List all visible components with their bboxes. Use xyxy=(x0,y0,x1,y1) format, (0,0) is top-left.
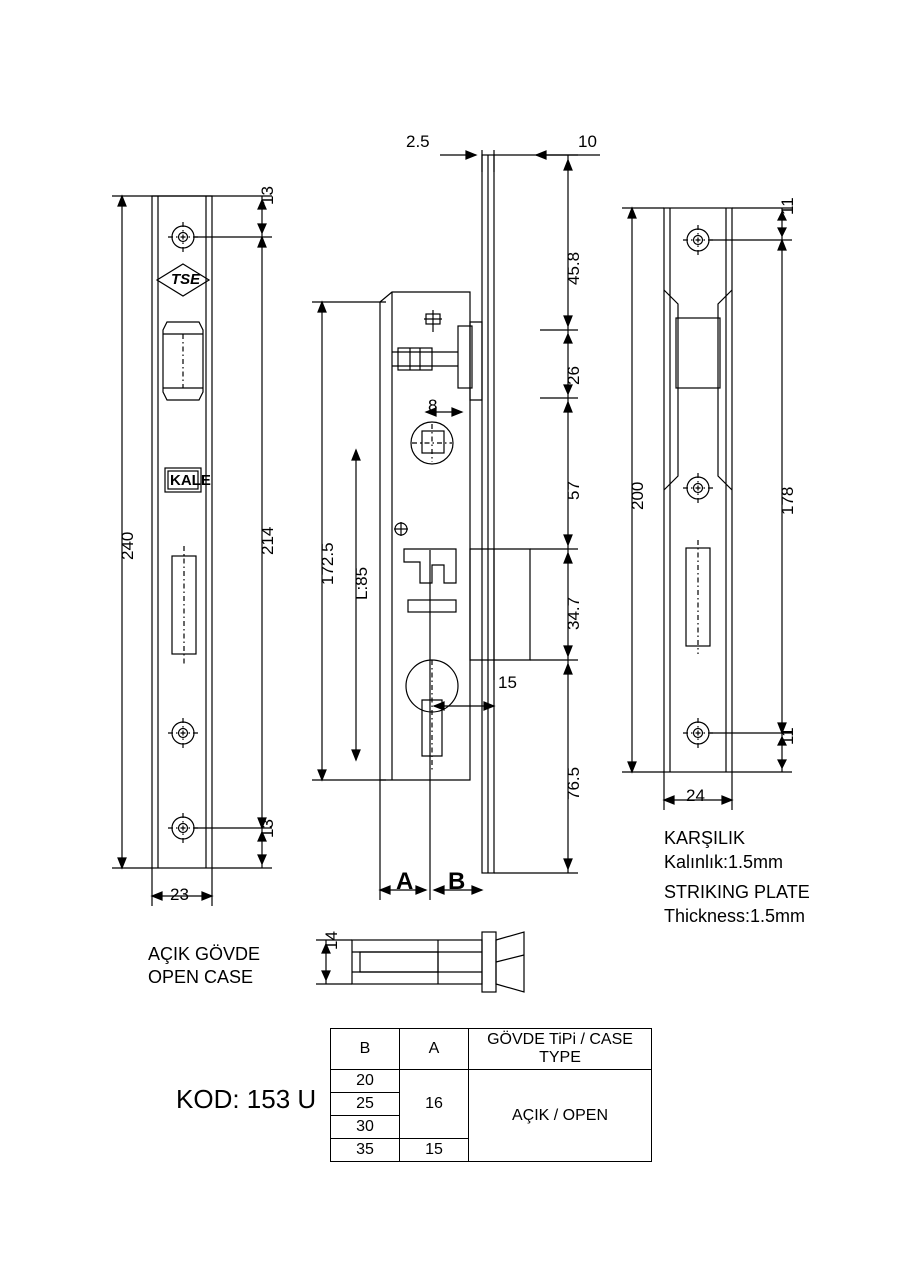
dim-26: 26 xyxy=(564,366,583,385)
table-row xyxy=(331,1070,652,1093)
dim-11-bottom: 11 xyxy=(778,727,797,745)
dim-200: 200 xyxy=(628,481,647,510)
dim-13-bottom: 13 xyxy=(258,819,277,838)
table-header-b: B xyxy=(331,1029,400,1070)
label-b: B xyxy=(448,868,466,895)
cell-b: 20 xyxy=(331,1070,400,1093)
dim-178: 178 xyxy=(778,486,797,515)
dim-10: 10 xyxy=(578,132,597,151)
dim-24: 24 xyxy=(686,786,705,805)
dim-8: 8 xyxy=(428,396,438,415)
cell-case-type: AÇIK / OPEN xyxy=(469,1070,652,1162)
dim-172p5: 172.5 xyxy=(318,542,337,585)
cell-b: 35 xyxy=(331,1139,400,1162)
brand-mark-tse: TSE xyxy=(171,271,201,288)
table-header-case-type: GÖVDE TiPi / CASE TYPE xyxy=(469,1029,652,1070)
dim-2p5: 2.5 xyxy=(406,132,430,151)
dim-240: 240 xyxy=(118,531,137,560)
caption-open-case-en: OPEN CASE xyxy=(148,967,254,987)
caption-striking-plate-thickness-tr: Kalınlık:1.5mm xyxy=(664,852,784,872)
caption-open-case-tr: AÇIK GÖVDE xyxy=(148,944,261,964)
dim-45p8: 45.8 xyxy=(564,251,583,285)
cell-a: 15 xyxy=(400,1139,469,1162)
dim-214: 214 xyxy=(258,526,277,555)
label-a: A xyxy=(396,868,414,895)
cell-b: 30 xyxy=(331,1116,400,1139)
dim-13-top: 13 xyxy=(258,186,277,205)
dim-57: 57 xyxy=(564,481,583,500)
dim-14: 14 xyxy=(322,931,341,950)
dim-15: 15 xyxy=(498,673,517,692)
table-header-row xyxy=(331,1029,652,1070)
caption-striking-plate-en: STRIKING PLATE xyxy=(664,882,810,902)
case-type-table xyxy=(330,1028,652,1162)
caption-striking-plate-thickness-en: Thickness:1.5mm xyxy=(664,906,806,926)
table-header-a: A xyxy=(400,1029,469,1070)
code-label: KOD: 153 U xyxy=(176,1084,317,1114)
cell-b: 25 xyxy=(331,1093,400,1116)
brand-mark-kale: KALE xyxy=(170,472,211,489)
dim-l85: L:85 xyxy=(352,566,371,600)
dim-34p7: 34.7 xyxy=(564,596,583,630)
dim-76p5: 76.5 xyxy=(564,766,583,800)
dim-23: 23 xyxy=(170,885,189,904)
cell-a: 16 xyxy=(400,1070,469,1139)
dim-11-top: 11 xyxy=(778,197,797,215)
caption-striking-plate-tr: KARŞILIK xyxy=(664,828,746,848)
